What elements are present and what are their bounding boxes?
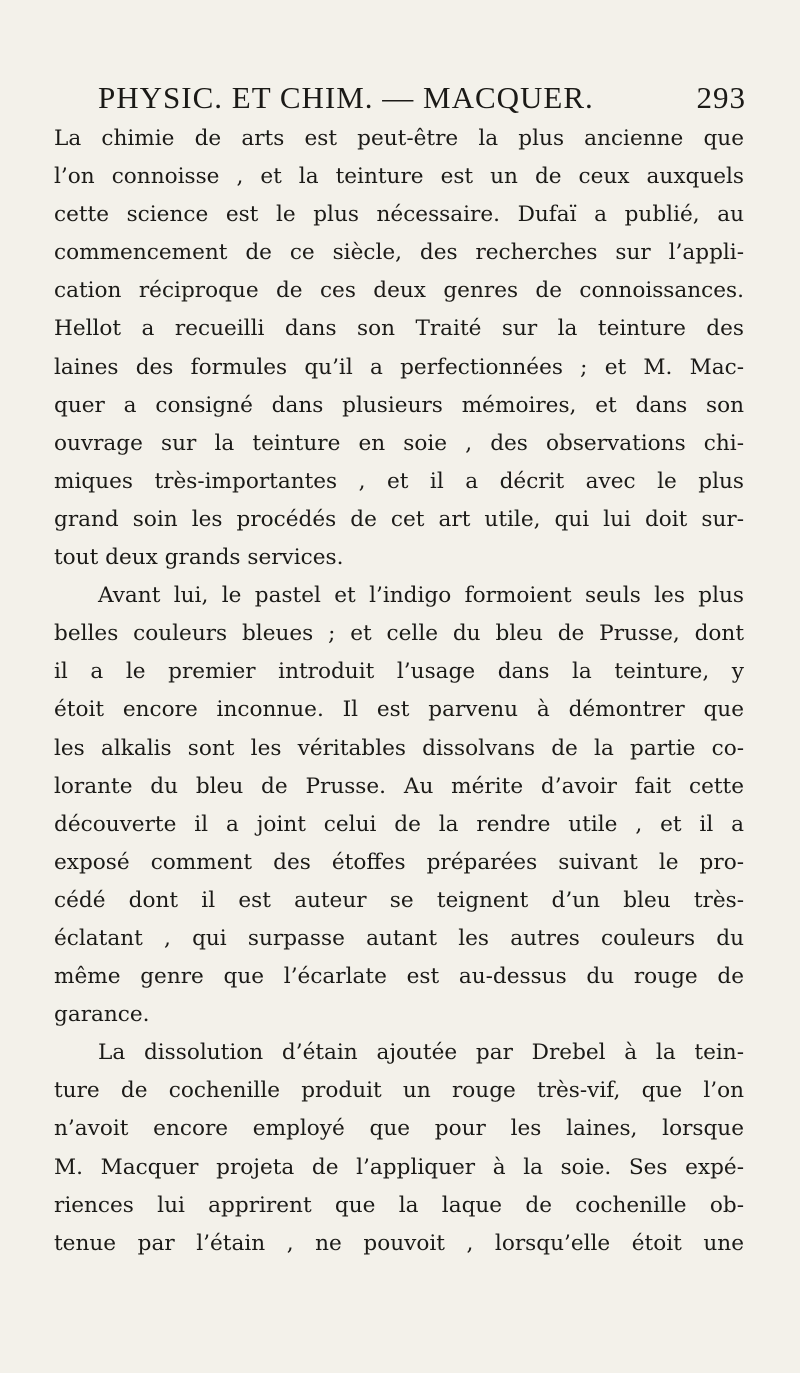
text-line: étoit encore inconnue. Il est parvenu à démontrer que [54, 697, 744, 723]
text-line: cette science est le plus nécessaire. Dufaï a publié, au [54, 202, 744, 228]
text-line: ouvrage sur la teinture en soie , des observations chi- [54, 430, 744, 456]
text-line: cédé dont il est auteur se teignent d’un bleu très- [54, 887, 744, 913]
text-line: miques très-importantes , et il a décrit avec le plus [54, 468, 744, 494]
text-line: garance. [54, 1002, 150, 1028]
body-text [54, 120, 744, 1263]
text-line: La dissolution d’étain ajoutée par Drebel à la tein- [98, 1040, 744, 1066]
text-line: découverte il a joint celui de la rendre utile , et il a [54, 811, 744, 837]
text-line: riences lui apprirent que la laque de cochenille ob- [54, 1192, 744, 1218]
text-line: laines des formules qu’il a perfectionnées ; et M. Mac- [54, 354, 744, 380]
text-line: Hellot a recueilli dans son Traité sur la teinture des [54, 316, 744, 342]
text-line: M. Macquer projeta de l’appliquer à la soie. Ses expé- [54, 1154, 744, 1180]
text-line: cation réciproque de ces deux genres de connoissances. [54, 278, 744, 304]
text-line: Avant lui, le pastel et l’indigo formoient seuls les plus [98, 583, 744, 609]
text-line: lorante du bleu de Prusse. Au mérite d’avoir fait cette [54, 773, 744, 799]
running-title: PHYSIC. ET CHIM. — MACQUER. [98, 80, 594, 115]
text-line: quer a consigné dans plusieurs mémoires, et dans son [54, 392, 744, 418]
text-line: belles couleurs bleues ; et celle du bleu de Prusse, dont [54, 621, 744, 647]
text-line: exposé comment des étoffes préparées suivant le pro- [54, 849, 744, 875]
text-line: tenue par l’étain , ne pouvoit , lorsqu’elle étoit une [54, 1230, 744, 1256]
page-number: 293 [696, 80, 746, 115]
page-header [98, 78, 746, 118]
text-line: éclatant , qui surpasse autant les autres couleurs du [54, 925, 744, 951]
text-line: même genre que l’écarlate est au-dessus du rouge de [54, 964, 744, 990]
text-line: ture de cochenille produit un rouge très-vif, que l’on [54, 1078, 744, 1104]
text-line: l’on connoisse , et la teinture est un de ceux auxquels [54, 164, 744, 190]
text-line: il a le premier introduit l’usage dans la teinture, y [54, 659, 744, 685]
text-line: commencement de ce siècle, des recherches sur l’appli- [54, 240, 744, 266]
text-line: La chimie de arts est peut-être la plus ancienne que [54, 126, 744, 151]
text-line: grand soin les procédés de cet art utile, qui lui doit sur- [54, 506, 744, 532]
text-line: n’avoit encore employé que pour les laines, lorsque [54, 1116, 744, 1142]
text-line: tout deux grands services. [54, 545, 344, 571]
text-line: les alkalis sont les véritables dissolvans de la partie co- [54, 735, 744, 761]
